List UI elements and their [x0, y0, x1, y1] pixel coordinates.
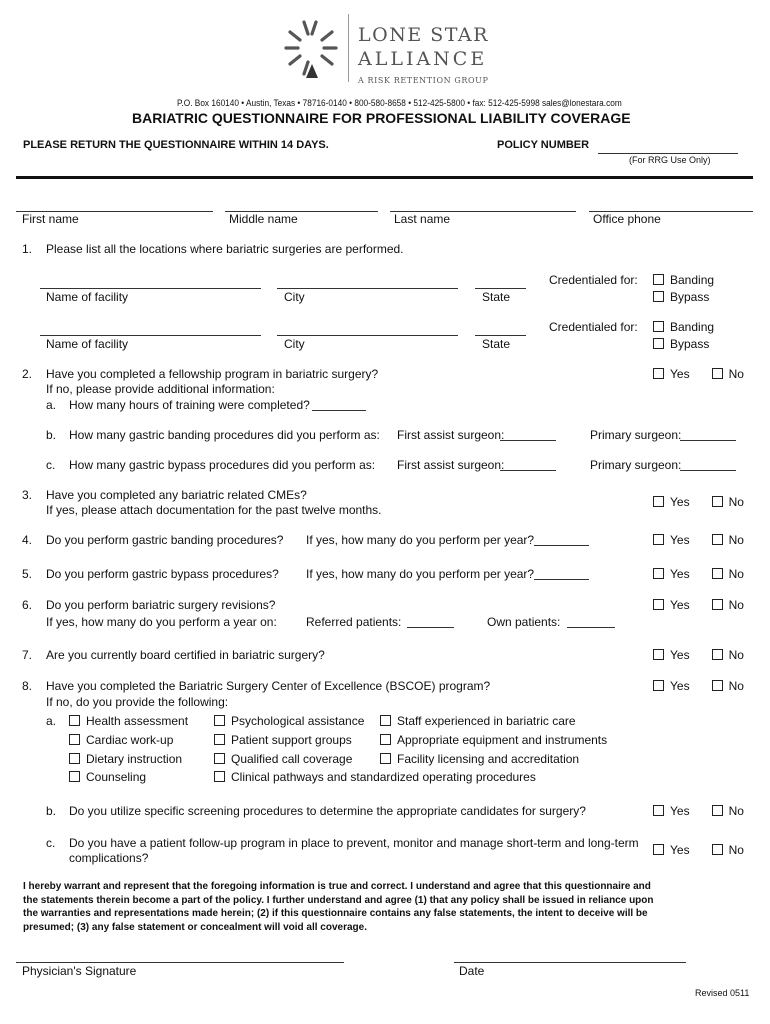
q6-no-option[interactable]: [712, 598, 744, 612]
q8a-option[interactable]: [380, 733, 607, 747]
bypass-1-text: Bypass: [670, 290, 710, 304]
q8a-option[interactable]: [69, 770, 146, 784]
logo: [282, 14, 489, 90]
q4-yes-option[interactable]: [653, 533, 690, 547]
no-text: No: [728, 804, 744, 818]
q2-no-option[interactable]: [712, 367, 744, 381]
q4-yes-no: [653, 533, 744, 547]
q8-sub: If no, do you provide the following:: [46, 695, 229, 709]
no-text: No: [728, 367, 744, 381]
q8a-label: a.: [46, 714, 57, 728]
q6-yes-option[interactable]: [653, 598, 690, 612]
checkbox[interactable]: [712, 534, 723, 545]
q2c-primary-field[interactable]: [680, 470, 736, 471]
yes-text: Yes: [670, 843, 690, 857]
credentialed-2-label: Credentialed for:: [549, 320, 638, 334]
option-text: Counseling: [86, 770, 147, 784]
checkbox[interactable]: [712, 496, 723, 507]
last-name-label: Last name: [394, 212, 451, 226]
option-text: Health assessment: [86, 714, 189, 728]
state-1-label: State: [482, 290, 511, 304]
q8b-yes-no: [653, 804, 744, 818]
checkbox[interactable]: [653, 599, 664, 610]
yes-text: Yes: [670, 804, 690, 818]
logo-line1: LONE STAR: [358, 24, 489, 46]
state-1-field[interactable]: [475, 288, 526, 289]
q3-yes-option[interactable]: [653, 495, 690, 509]
facility-1-label: Name of facility: [46, 290, 129, 304]
q8-yes-no: [653, 679, 744, 693]
q5-text: Do you perform gastric bypass procedures?: [46, 567, 279, 581]
q4-followup: If yes, how many do you perform per year?: [306, 533, 535, 547]
warranty-line: the warranties and representations made herein; (2) if this questionnaire contains any false statements, the intent to deceive will be: [23, 908, 648, 919]
checkbox[interactable]: [653, 649, 664, 660]
city-2-label: City: [284, 337, 305, 351]
no-text: No: [728, 567, 744, 581]
checkbox[interactable]: [69, 734, 80, 745]
q6-own-field[interactable]: [567, 627, 615, 628]
q6-yes-no: [653, 598, 744, 612]
logo-line2: ALLIANCE: [358, 48, 488, 70]
q7-text: Are you currently board certified in bariatric surgery?: [46, 648, 325, 662]
q4-text: Do you perform gastric banding procedures?: [46, 533, 284, 547]
q2-sub: If no, please provide additional information:: [46, 382, 275, 396]
q8a-option[interactable]: [214, 733, 352, 747]
q8a-option[interactable]: [380, 714, 576, 728]
city-1-label: City: [284, 290, 305, 304]
banding-2-option[interactable]: [653, 320, 714, 334]
checkbox[interactable]: [712, 599, 723, 610]
q4-no-option[interactable]: [712, 533, 744, 547]
state-2-field[interactable]: [475, 335, 526, 336]
q8c-yes-option[interactable]: [653, 843, 690, 857]
q2b-first-assist-label: First assist surgeon:: [397, 428, 505, 442]
q2b-text: How many gastric banding procedures did you perform as:: [69, 428, 380, 442]
q8a-option[interactable]: [69, 714, 188, 728]
q7-number: 7.: [22, 648, 33, 662]
checkbox[interactable]: [653, 844, 664, 855]
checkbox[interactable]: [653, 291, 664, 302]
checkbox[interactable]: [380, 715, 391, 726]
yes-text: Yes: [670, 533, 690, 547]
checkbox[interactable]: [69, 753, 80, 764]
q6-text: Do you perform bariatric surgery revisions?: [46, 598, 276, 612]
yes-text: Yes: [670, 567, 690, 581]
yes-text: Yes: [670, 648, 690, 662]
q6-referred-label: Referred patients:: [306, 615, 402, 629]
no-text: No: [728, 648, 744, 662]
option-text: Staff experienced in bariatric care: [397, 714, 576, 728]
policy-number-label: POLICY NUMBER: [497, 139, 590, 151]
q3-sub: If yes, please attach documentation for the past twelve months.: [46, 503, 382, 517]
q1-text: Please list all the locations where bariatric surgeries are performed.: [46, 242, 404, 256]
q8c-no-option[interactable]: [712, 843, 744, 857]
q6-own-label: Own patients:: [487, 615, 561, 629]
signature-label: Physician's Signature: [22, 964, 137, 978]
q6-sub: If yes, how many do you perform a year on:: [46, 615, 277, 629]
checkbox[interactable]: [653, 368, 664, 379]
checkbox[interactable]: [712, 805, 723, 816]
q2c-primary-label: Primary surgeon:: [590, 458, 682, 472]
q6-referred-field[interactable]: [407, 627, 454, 628]
q8b-label: b.: [46, 804, 57, 818]
option-text: Dietary instruction: [86, 752, 183, 766]
q3-yes-no: [653, 495, 744, 509]
q8c-text-line2: complications?: [69, 851, 149, 865]
q8-number: 8.: [22, 679, 33, 693]
date-field[interactable]: [454, 962, 686, 963]
option-text: Facility licensing and accreditation: [397, 752, 580, 766]
option-text: Qualified call coverage: [231, 752, 353, 766]
q3-text: Have you completed any bariatric related CMEs?: [46, 488, 307, 502]
q2a-hours-field[interactable]: [312, 410, 366, 411]
q8-text: Have you completed the Bariatric Surgery Center of Excellence (BSCOE) program?: [46, 679, 491, 693]
q3-number: 3.: [22, 488, 33, 502]
q2c-text: How many gastric bypass procedures did you perform as:: [69, 458, 376, 472]
q2c-first-assist-field[interactable]: [500, 470, 556, 471]
checkbox[interactable]: [69, 771, 80, 782]
option-text: Psychological assistance: [231, 714, 365, 728]
q5-followup: If yes, how many do you perform per year?: [306, 567, 535, 581]
q8b-yes-option[interactable]: [653, 804, 690, 818]
q8b-text: Do you utilize specific screening procedures to determine the appropriate candidates for surgery?: [69, 804, 586, 818]
q4-per-year-field[interactable]: [534, 545, 589, 546]
starburst-logo-icon: [282, 18, 342, 82]
q4-number: 4.: [22, 533, 33, 547]
no-text: No: [728, 533, 744, 547]
credentialed-1-label: Credentialed for:: [549, 273, 638, 287]
q2-yes-option[interactable]: [653, 367, 690, 381]
facility-2-label: Name of facility: [46, 337, 129, 351]
facility-1-field[interactable]: [40, 288, 261, 289]
warranty-line: I hereby warrant and represent that the foregoing information is true and correct. I understand and agree that this questionnaire and: [23, 881, 651, 892]
q2b-first-assist-field[interactable]: [500, 440, 556, 441]
banding-1-option[interactable]: [653, 273, 714, 287]
checkbox[interactable]: [214, 753, 225, 764]
revision-note: Revised 0511: [695, 988, 750, 998]
yes-text: Yes: [670, 495, 690, 509]
q8-yes-option[interactable]: [653, 679, 690, 693]
checkbox[interactable]: [214, 734, 225, 745]
q2b-primary-field[interactable]: [680, 440, 736, 441]
checkbox[interactable]: [653, 805, 664, 816]
warranty-statement: [23, 880, 654, 934]
banding-2-text: Banding: [670, 320, 715, 334]
q8a-option[interactable]: [214, 770, 536, 784]
checkbox[interactable]: [712, 680, 723, 691]
checkbox[interactable]: [653, 534, 664, 545]
logo-tagline: A RISK RETENTION GROUP: [358, 76, 489, 85]
checkbox[interactable]: [653, 274, 664, 285]
q2-yes-no: [653, 367, 744, 381]
first-name-label: First name: [22, 212, 79, 226]
q2c-first-assist-label: First assist surgeon:: [397, 458, 505, 472]
q5-no-option[interactable]: [712, 567, 744, 581]
q8a-option[interactable]: [214, 714, 364, 728]
q8a-option[interactable]: [69, 733, 173, 747]
no-text: No: [728, 495, 744, 509]
warranty-line: presumed; (3) any false statement or concealment will void all coverage.: [23, 921, 368, 933]
address-line: P.O. Box 160140 • Austin, Texas • 78716-0140 • 800-580-8658 • 512-425-5800 • fax: 512-425-5998 sales@lonestara.com: [177, 98, 622, 108]
q8b-no-option[interactable]: [712, 804, 744, 818]
q2b-primary-label: Primary surgeon:: [590, 428, 682, 442]
q8c-label: c.: [46, 836, 56, 850]
middle-name-label: Middle name: [229, 212, 298, 226]
city-1-field[interactable]: [277, 288, 458, 289]
checkbox[interactable]: [712, 649, 723, 660]
q2c-label: c.: [46, 458, 56, 472]
q8-no-option[interactable]: [712, 679, 744, 693]
checkbox[interactable]: [653, 496, 664, 507]
no-text: No: [728, 843, 744, 857]
checkbox[interactable]: [653, 568, 664, 579]
yes-text: Yes: [670, 598, 690, 612]
signature-field[interactable]: [16, 962, 344, 963]
q5-yes-no: [653, 567, 744, 581]
date-label: Date: [459, 964, 485, 978]
q2-text: Have you completed a fellowship program in bariatric surgery?: [46, 367, 379, 381]
checkbox[interactable]: [712, 844, 723, 855]
bypass-2-text: Bypass: [670, 337, 710, 351]
no-text: No: [728, 679, 744, 693]
page-title: BARIATRIC QUESTIONNAIRE FOR PROFESSIONAL LIABILITY COVERAGE: [132, 110, 631, 126]
q8a-option[interactable]: [69, 752, 182, 766]
facility-2-field[interactable]: [40, 335, 261, 336]
checkbox[interactable]: [653, 338, 664, 349]
city-2-field[interactable]: [277, 335, 458, 336]
option-text: Cardiac work-up: [86, 733, 174, 747]
q7-yes-no: [653, 648, 744, 662]
banding-1-text: Banding: [670, 273, 715, 287]
q2a-text: How many hours of training were completed?: [69, 398, 310, 412]
policy-number-field[interactable]: [598, 153, 738, 154]
q7-no-option[interactable]: [712, 648, 744, 662]
yes-text: Yes: [670, 679, 690, 693]
checkbox[interactable]: [380, 753, 391, 764]
yes-text: Yes: [670, 367, 690, 381]
q6-number: 6.: [22, 598, 33, 612]
q5-per-year-field[interactable]: [534, 579, 589, 580]
header-divider: [16, 176, 753, 179]
option-text: Patient support groups: [231, 733, 352, 747]
q5-yes-option[interactable]: [653, 567, 690, 581]
q2b-label: b.: [46, 428, 57, 442]
policy-note: (For RRG Use Only): [629, 155, 711, 165]
q1-number: 1.: [22, 242, 33, 256]
checkbox[interactable]: [380, 734, 391, 745]
checkbox[interactable]: [712, 368, 723, 379]
checkbox[interactable]: [712, 568, 723, 579]
office-phone-label: Office phone: [593, 212, 661, 226]
checkbox[interactable]: [653, 680, 664, 691]
q2-number: 2.: [22, 367, 33, 381]
q8c-text-line1: Do you have a patient follow-up program in place to prevent, monitor and manage short-term and long-term: [69, 836, 639, 850]
checkbox[interactable]: [214, 715, 225, 726]
q7-yes-option[interactable]: [653, 648, 690, 662]
checkbox[interactable]: [214, 771, 225, 782]
q8c-yes-no: [653, 843, 744, 857]
q8a-option[interactable]: [214, 752, 352, 766]
checkbox[interactable]: [653, 321, 664, 332]
return-notice: PLEASE RETURN THE QUESTIONNAIRE WITHIN 14 DAYS.: [23, 139, 329, 151]
q5-number: 5.: [22, 567, 33, 581]
q2a-label: a.: [46, 398, 57, 412]
no-text: No: [728, 598, 744, 612]
option-text: Clinical pathways and standardized operating procedures: [231, 770, 536, 784]
checkbox[interactable]: [69, 715, 80, 726]
option-text: Appropriate equipment and instruments: [397, 733, 608, 747]
bypass-1-option[interactable]: [653, 290, 709, 304]
bypass-2-option[interactable]: [653, 337, 709, 351]
warranty-line: the statements therein become a part of the policy. I further understand and agree (1) that any policy shall be issued in reliance upon: [23, 894, 654, 906]
q8a-option[interactable]: [380, 752, 579, 766]
state-2-label: State: [482, 337, 511, 351]
q3-no-option[interactable]: [712, 495, 744, 509]
